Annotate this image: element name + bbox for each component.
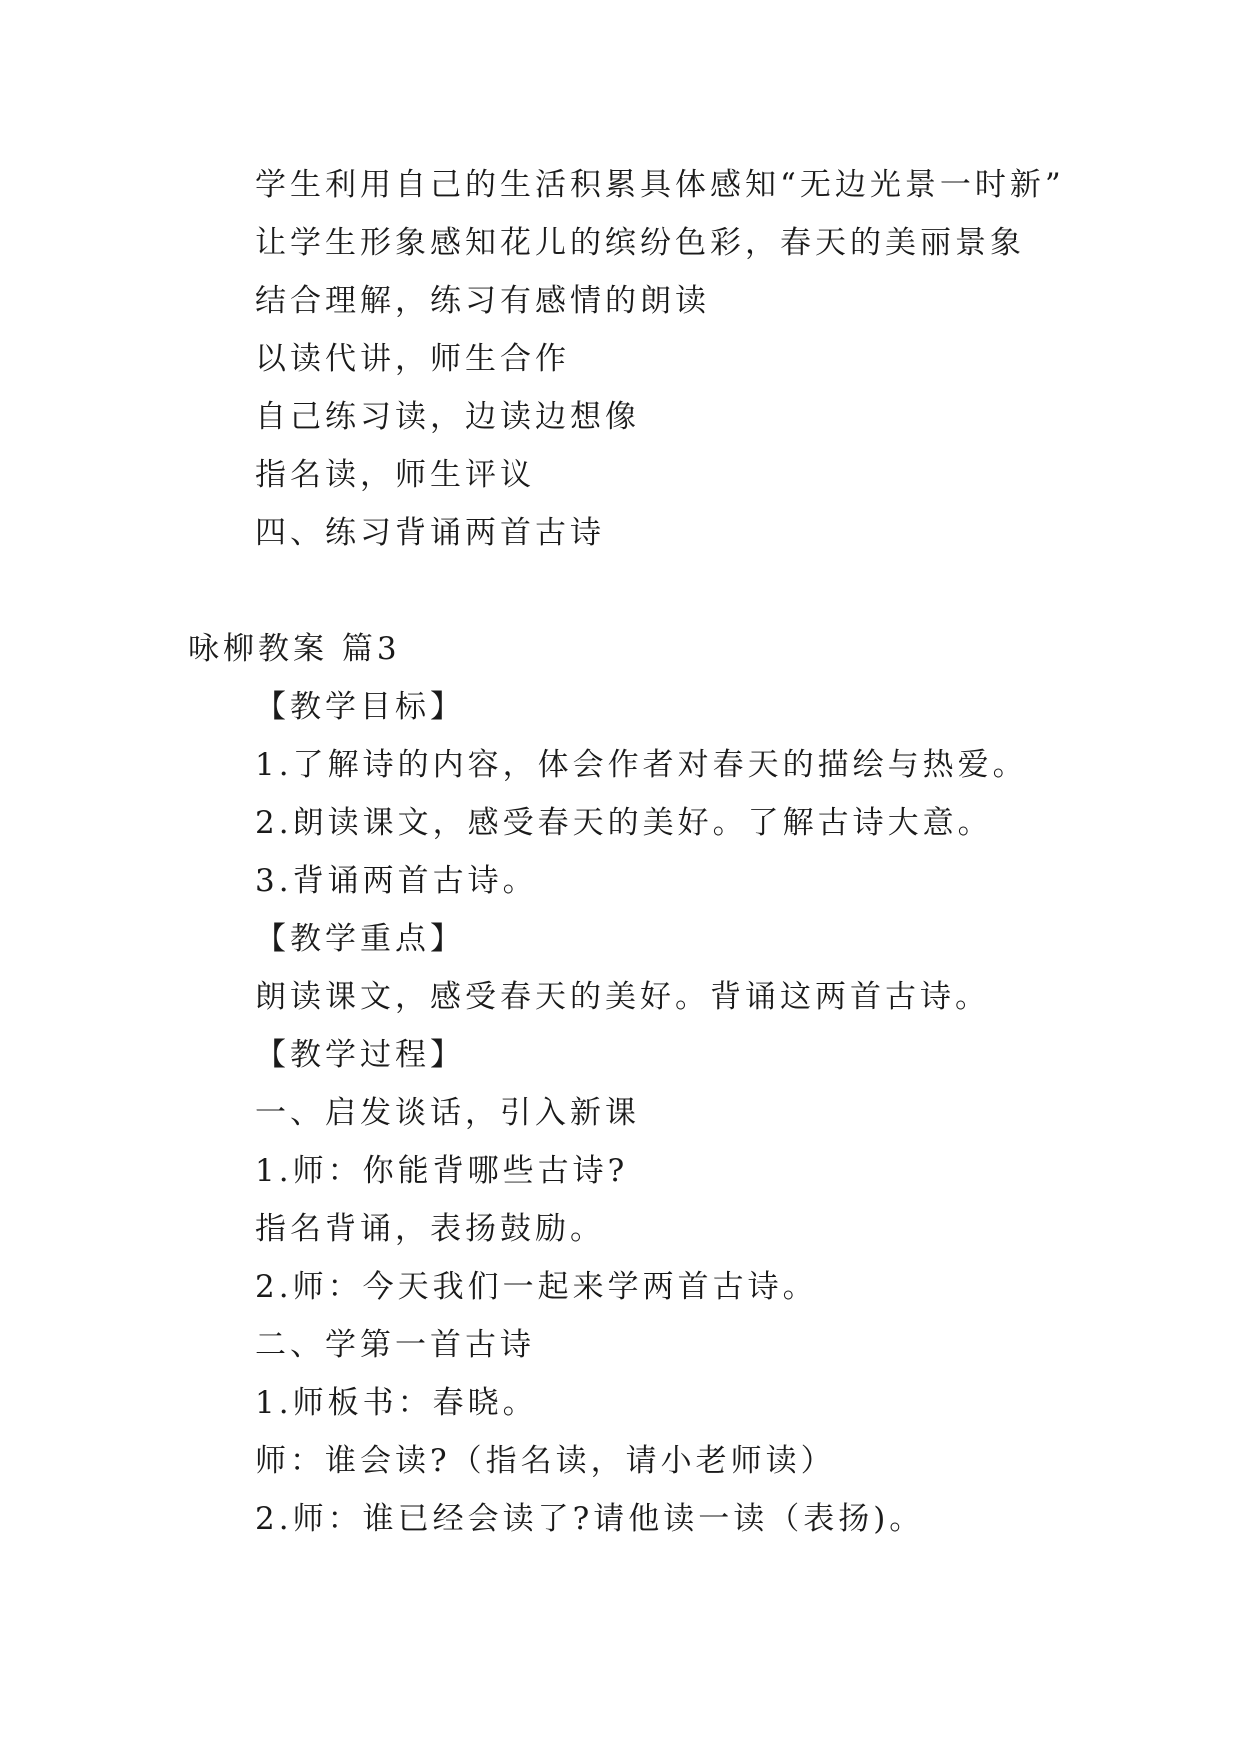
paragraph-line: 3.背诵两首古诗。 <box>255 863 538 899</box>
paragraph-line: 2.师：今天我们一起来学两首古诗。 <box>255 1269 818 1305</box>
paragraph-line: 学生利用自己的生活积累具体感知“无边光景一时新” <box>255 167 1065 203</box>
subheading-process: 【教学过程】 <box>255 1037 465 1073</box>
paragraph-line: 1.了解诗的内容，体会作者对春天的描绘与热爱。 <box>255 747 1028 783</box>
subheading-objectives: 【教学目标】 <box>255 689 465 725</box>
paragraph-line: 四、练习背诵两首古诗 <box>255 515 605 551</box>
section-heading: 咏柳教案 篇3 <box>188 631 401 667</box>
paragraph-line: 二、学第一首古诗 <box>255 1327 535 1363</box>
paragraph-line: 师：谁会读?（指名读，请小老师读） <box>255 1443 836 1479</box>
paragraph-line: 1.师：你能背哪些古诗? <box>255 1153 629 1189</box>
paragraph-line: 让学生形象感知花儿的缤纷色彩，春天的美丽景象 <box>255 225 1025 261</box>
paragraph-line: 2.师：谁已经会读了?请他读一读（表扬)。 <box>255 1501 925 1537</box>
paragraph-line: 指名读，师生评议 <box>255 457 535 493</box>
paragraph-line: 一、启发谈话，引入新课 <box>255 1095 640 1131</box>
subheading-key-points: 【教学重点】 <box>255 921 465 957</box>
paragraph-line: 1.师板书：春晓。 <box>255 1385 538 1421</box>
paragraph-line: 结合理解，练习有感情的朗读 <box>255 283 710 319</box>
paragraph-line: 2.朗读课文，感受春天的美好。了解古诗大意。 <box>255 805 993 841</box>
paragraph-line: 指名背诵，表扬鼓励。 <box>255 1211 605 1247</box>
paragraph-line: 自己练习读，边读边想像 <box>255 399 640 435</box>
paragraph-line: 以读代讲，师生合作 <box>255 341 570 377</box>
paragraph-line: 朗读课文，感受春天的美好。背诵这两首古诗。 <box>255 979 990 1015</box>
